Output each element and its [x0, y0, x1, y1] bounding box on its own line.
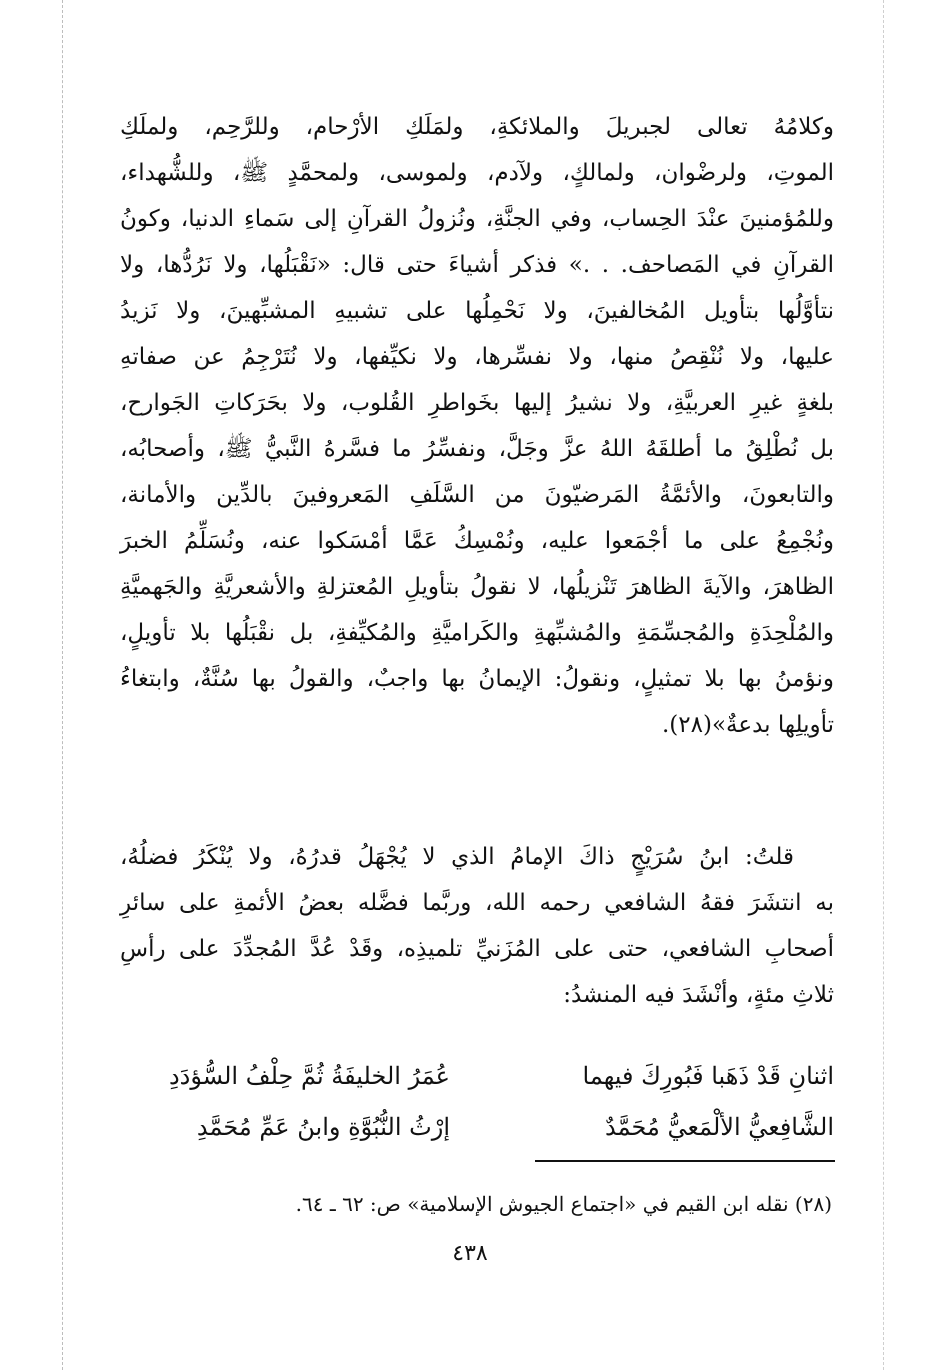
text-line: الموتِ، ولرضْوان، ولمالكٍ، ولآدم، ولموسى، ولمحمَّدٍ ﷺ، وللشُّهداء، [120, 160, 834, 186]
text-line: نتأوَّلُها بتأويل المُخالفينَ، ولا نَحْمِلُها على تشبيهِ المشبِّهينَ، ولا نَزيدُ [120, 298, 834, 324]
poem-verse [120, 1052, 834, 1100]
text-line: والمُلْحِدَةِ والمُجسِّمَةِ والمُشبِّهةِ والكَراميَّةِ والمُكيِّفةِ، بل نقْبَلُها بلا تأويلٍ، [120, 620, 834, 646]
text-line: ونُجْمِعُ على ما أجْمَعوا عليه، ونُمْسِكُ عَمَّا أمْسَكوا عنه، ونُسَلِّمُ الخبرَ [120, 528, 834, 554]
footnote-divider [535, 1160, 835, 1162]
scan-margin-line-right [883, 0, 884, 1370]
text-line: عليها، ولا نُنْقِصُ منها، ولا نفسِّرها، ولا نكيِّفها، ولا نُتَرْجِمُ عن صفاتهِ [120, 344, 834, 370]
body-paragraph-2 [120, 834, 834, 1018]
verse-second-hemistich: إرْثُ النُّبُوَّةِ وابنُ عَمِّ مُحَمَّدِ [196, 1113, 450, 1141]
text-line: بلغةٍ غيرِ العربيَّةِ، ولا نشيرُ إليها بخَواطرِ القُلوب، ولا بحَرَكاتِ الجَوارح، [120, 390, 834, 416]
text-line-last: ثلاثِ مئةٍ، وأنْشَدَ فيه المنشدُ: [563, 982, 834, 1008]
text-line: أصحابِ الشافعي، حتى على المُزَنيِّ تلميذِه، وقَدْ عُدَّ المُجدِّدَ على رأسِ [120, 936, 834, 962]
text-line: وللمُؤمنينَ عنْدَ الحِساب، وفي الجنَّةِ، ونُزولُ القرآنِ إلى سَماءِ الدنيا، وكونُ [120, 206, 834, 232]
text-line: بل نُطْلِقُ ما أطلقَهُ اللهُ عزَّ وجَلَّ، ونفسِّرُ ما فسَّرهُ النَّبيُّ ﷺ، وأصحابُه، [120, 436, 834, 462]
text-line-last: تأويلِها بدعةٌ»(٢٨). [661, 712, 834, 738]
text-line-indented: قلتُ: ابنُ سُرَيْجٍ ذاكَ الإمامُ الذي لا يُجْهَلُ قدرُهُ، ولا يُنْكَرُ فضلُهُ، [120, 844, 794, 870]
verse-first-hemistich: الشَّافِعيُّ الألْمَعيُّ مُحَمَّدٌ [605, 1113, 834, 1141]
page-number: ٤٣٨ [452, 1241, 488, 1266]
text-line: الظاهرَ، والآيةَ الظاهرَ تَنْزيلُها، لا نقولُ بتأويلِ المُعتزلةِ والأشعريَّةِ والجَهميَّةِ [120, 574, 834, 600]
text-line: والتابعونَ، والأئمَّةُ المَرضيّونَ من السَّلَفِ المَعروفينَ بالدِّين والأمانة، [120, 482, 834, 508]
text-line: به انتشَرَ فقهُ الشافعي رحمه الله، وربَّما فضَّله بعضُ الأئمةِ على سائرِ [120, 890, 834, 916]
body-paragraph-1 [120, 104, 834, 748]
scan-margin-line-left [62, 0, 63, 1370]
verse-first-hemistich: اثنانِ قَدْ ذَهَبا فَبُورِكَ فيهما [582, 1062, 834, 1090]
text-line: وكلامُهُ تعالى لجبريلَ والملائكةِ، ولمَلَكِ الأرْحام، وللرَّحِم، ولملَكِ [120, 114, 834, 140]
poem-verse [120, 1103, 834, 1151]
footnote: (٢٨) نقله ابن القيم في «اجتماع الجيوش الإسلامية» ص: ٦٢ ـ ٦٤. [295, 1192, 832, 1216]
text-line: القرآنِ في المَصاحف. . .» فذكر أشياءَ حتى قال: «نَقْبَلُها، ولا نَرُدُّها، ولا [120, 252, 834, 278]
verse-second-hemistich: عُمَرُ الخليفَةُ ثُمَّ حِلْفُ السُّؤدَدِ [168, 1062, 450, 1090]
text-line: ونؤمنُ بها بلا تمثيلٍ، ونقولُ: الإيمانُ بها واجبٌ، والقولُ بها سُنَّةٌ، وابتغاءُ [120, 666, 834, 692]
